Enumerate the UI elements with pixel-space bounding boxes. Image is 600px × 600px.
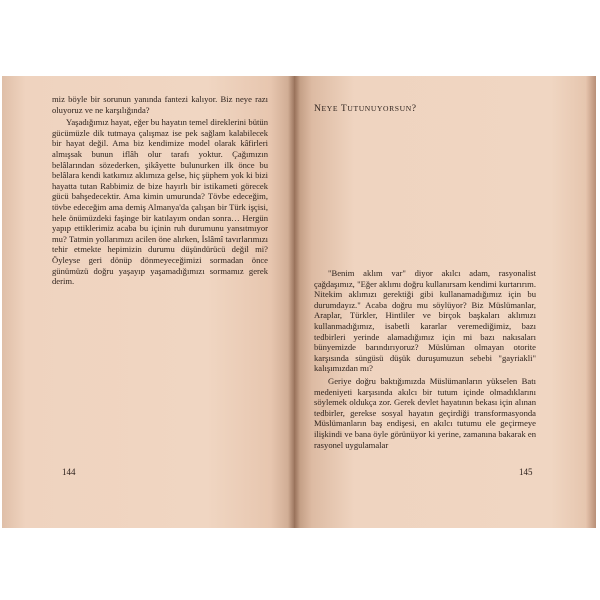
- page-edge: [586, 76, 596, 528]
- right-paragraph-2: Geriye doğru baktığımızda Müslümanların yükselen Batı medeniyeti karşısında akılcı bir tutum içinde olmadıklarını söylemek oldukça zor. Gerek devlet hayatının bekası için alınan tedbirler, gerekse sosyal hayatın geçirdiği transformasyonda Müslümanların baş endişesi, en akılcı tutumu ele geçirmeye ilişkindi ve bana öyle görünüyor ki yerine, zamanına bakarak en rasyonel uygulamalar: [314, 375, 536, 450]
- left-paragraph-2: Yaşadığımız hayat, eğer bu hayatın temel direklerini bütün gücümüzle dik tutmaya çalışmaz ise pek sağlam kalabilecek bir hayat değil. Ama biz kendimize model olarak kâfirleri almışsak bunun iflâh olur tarafı yoktur. Çağımızın belâlarından sözederken, şikâyette bulunurken ilk önce bu belâlara kendi katkımız aklımıza gelse, hiç şüphem yok ki bizi hayatta tutan Rabbimiz de bize hayırlı bir istikameti görecek gücü bahşedecektir. Ama kimin umurunda? Tövbe edeceğim, tövbe edeceğim ama demiş Almanya'da çalışan bir Türk işçisi, hele önümüzdeki faşinge bir katılayım ondan sonra… Hergün yapıp ettiklerimiz acaba bu içinin ruh durumunu yansıtmıyor mu? Tatmin yollarımızı acilen öne alırken, İslâmî tavırlarımızı tehir etmekte hepimizin durumu düşündürücü değil mi? Öyleyse geri dönüp dönmeyeceğimizi sormadan önce günümüzü doğru yaşayıp yaşamadığımızı sormamız gerek derim.: [52, 117, 268, 287]
- chapter-title-smallcaps-1: EYE: [321, 104, 339, 113]
- open-book: [2, 76, 596, 528]
- left-page: [2, 76, 294, 528]
- right-page-number: 145: [519, 467, 533, 477]
- right-page-text: [314, 268, 536, 450]
- right-paragraph-1: "Benim aklım var" diyor akılcı adam, rasyonalist çağdaşımız, "Eğer aklımı doğru kullanırsam kendimi kurtarırım. Nitekim aklımızı gerektiği gibi kullanamadığımız için bu durumdayız." Acaba doğru mu söylüyor? Biz Müslümanlar, Araplar, Türkler, Hintliler ve birçok başkaları aklımızı kullanmadığımız, isabetli kararlar veremediğimiz, bazı tedbirleri yerinde alamadığımız için mi bazı nakısaları bünyemizde barındırıyoruz? Müslüman olmayan otorite karşısında süngüsü düşük duruşumuzun sebebi "gayriakli" kalışımızdan mı?: [314, 268, 536, 374]
- left-page-text: [52, 94, 268, 287]
- chapter-title-smallcaps-2: UTUNUYORSUN: [347, 104, 412, 113]
- chapter-title: [314, 103, 417, 114]
- chapter-title-initial-1: N: [314, 103, 322, 114]
- left-paragraph-1: miz böyle bir sorunun yanında fantezi kalıyor. Biz neye razı oluyoruz ve ne karşılığında?: [52, 94, 268, 115]
- book-gutter: [288, 76, 300, 528]
- left-page-number: 144: [62, 467, 76, 477]
- chapter-title-question-mark: ?: [411, 103, 417, 114]
- right-page: [294, 76, 596, 528]
- chapter-title-initial-2: T: [340, 103, 348, 114]
